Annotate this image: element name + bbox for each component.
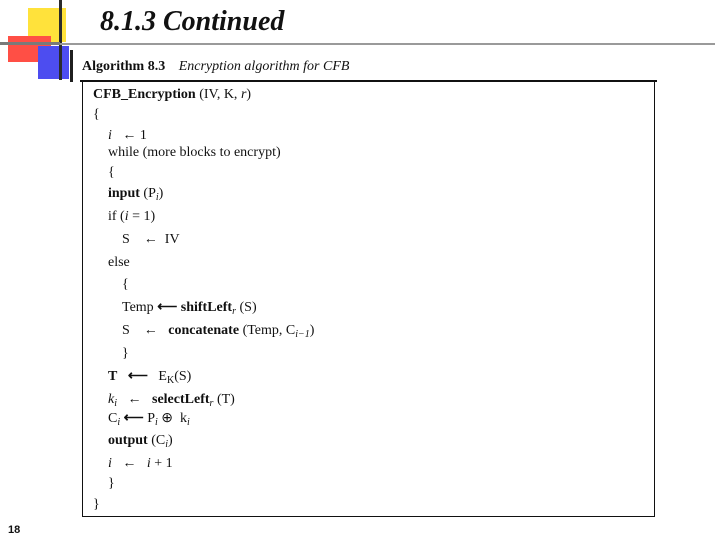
code-line-else: else <box>108 255 130 270</box>
algorithm-header <box>82 59 349 75</box>
code-line-open-brace: { <box>93 107 100 122</box>
decor-vertical-line-short <box>70 50 73 82</box>
code-line-output: output $(C_i)$ <box>108 433 173 450</box>
decor-horizontal-line-left <box>0 42 60 45</box>
code-line-if: if (i = 1) <box>108 209 156 224</box>
code-line-encrypt: T ⟵ $E_K(S)$ <box>108 369 192 386</box>
code-line-concatenate: S ← concatenate (Temp, $C_{i-1}$) <box>122 323 315 340</box>
code-line-xor: $C_i$ ⟵ $P_i$ ⊕ $k_i$ <box>108 411 190 428</box>
code-line-else-open: { <box>122 277 129 292</box>
page-number: 18 <box>8 524 21 536</box>
code-line-s-iv: S ← IV <box>122 232 180 247</box>
code-line-init-i: i ← 1 <box>108 128 147 143</box>
code-line-while: while (more blocks to encrypt) <box>108 145 281 160</box>
decor-vertical-line <box>59 0 62 80</box>
code-line-inner-open: { <box>108 165 115 180</box>
code-line-temp: Temp ⟵ shiftLeft$_r$ (S) <box>122 300 257 317</box>
slide-title: 8.1.3 Continued <box>100 6 285 37</box>
code-line-close-brace: } <box>93 497 100 512</box>
algorithm-description: Encryption algorithm for CFB <box>178 59 350 74</box>
code-line-select-left: $k_i$ ← selectLeft$_r$ (T) <box>108 392 235 409</box>
title-underline <box>60 43 715 45</box>
algorithm-number: Algorithm 8.3 <box>82 59 166 74</box>
code-line-increment: i ← i + 1 <box>108 456 173 471</box>
decor-blue-block <box>38 46 69 79</box>
code-line-input: input $(P_i)$ <box>108 186 164 203</box>
code-line-signature: CFB_Encryption (IV, K, r) <box>93 87 252 102</box>
code-line-inner-close: } <box>108 476 115 491</box>
code-line-else-close: } <box>122 346 129 361</box>
